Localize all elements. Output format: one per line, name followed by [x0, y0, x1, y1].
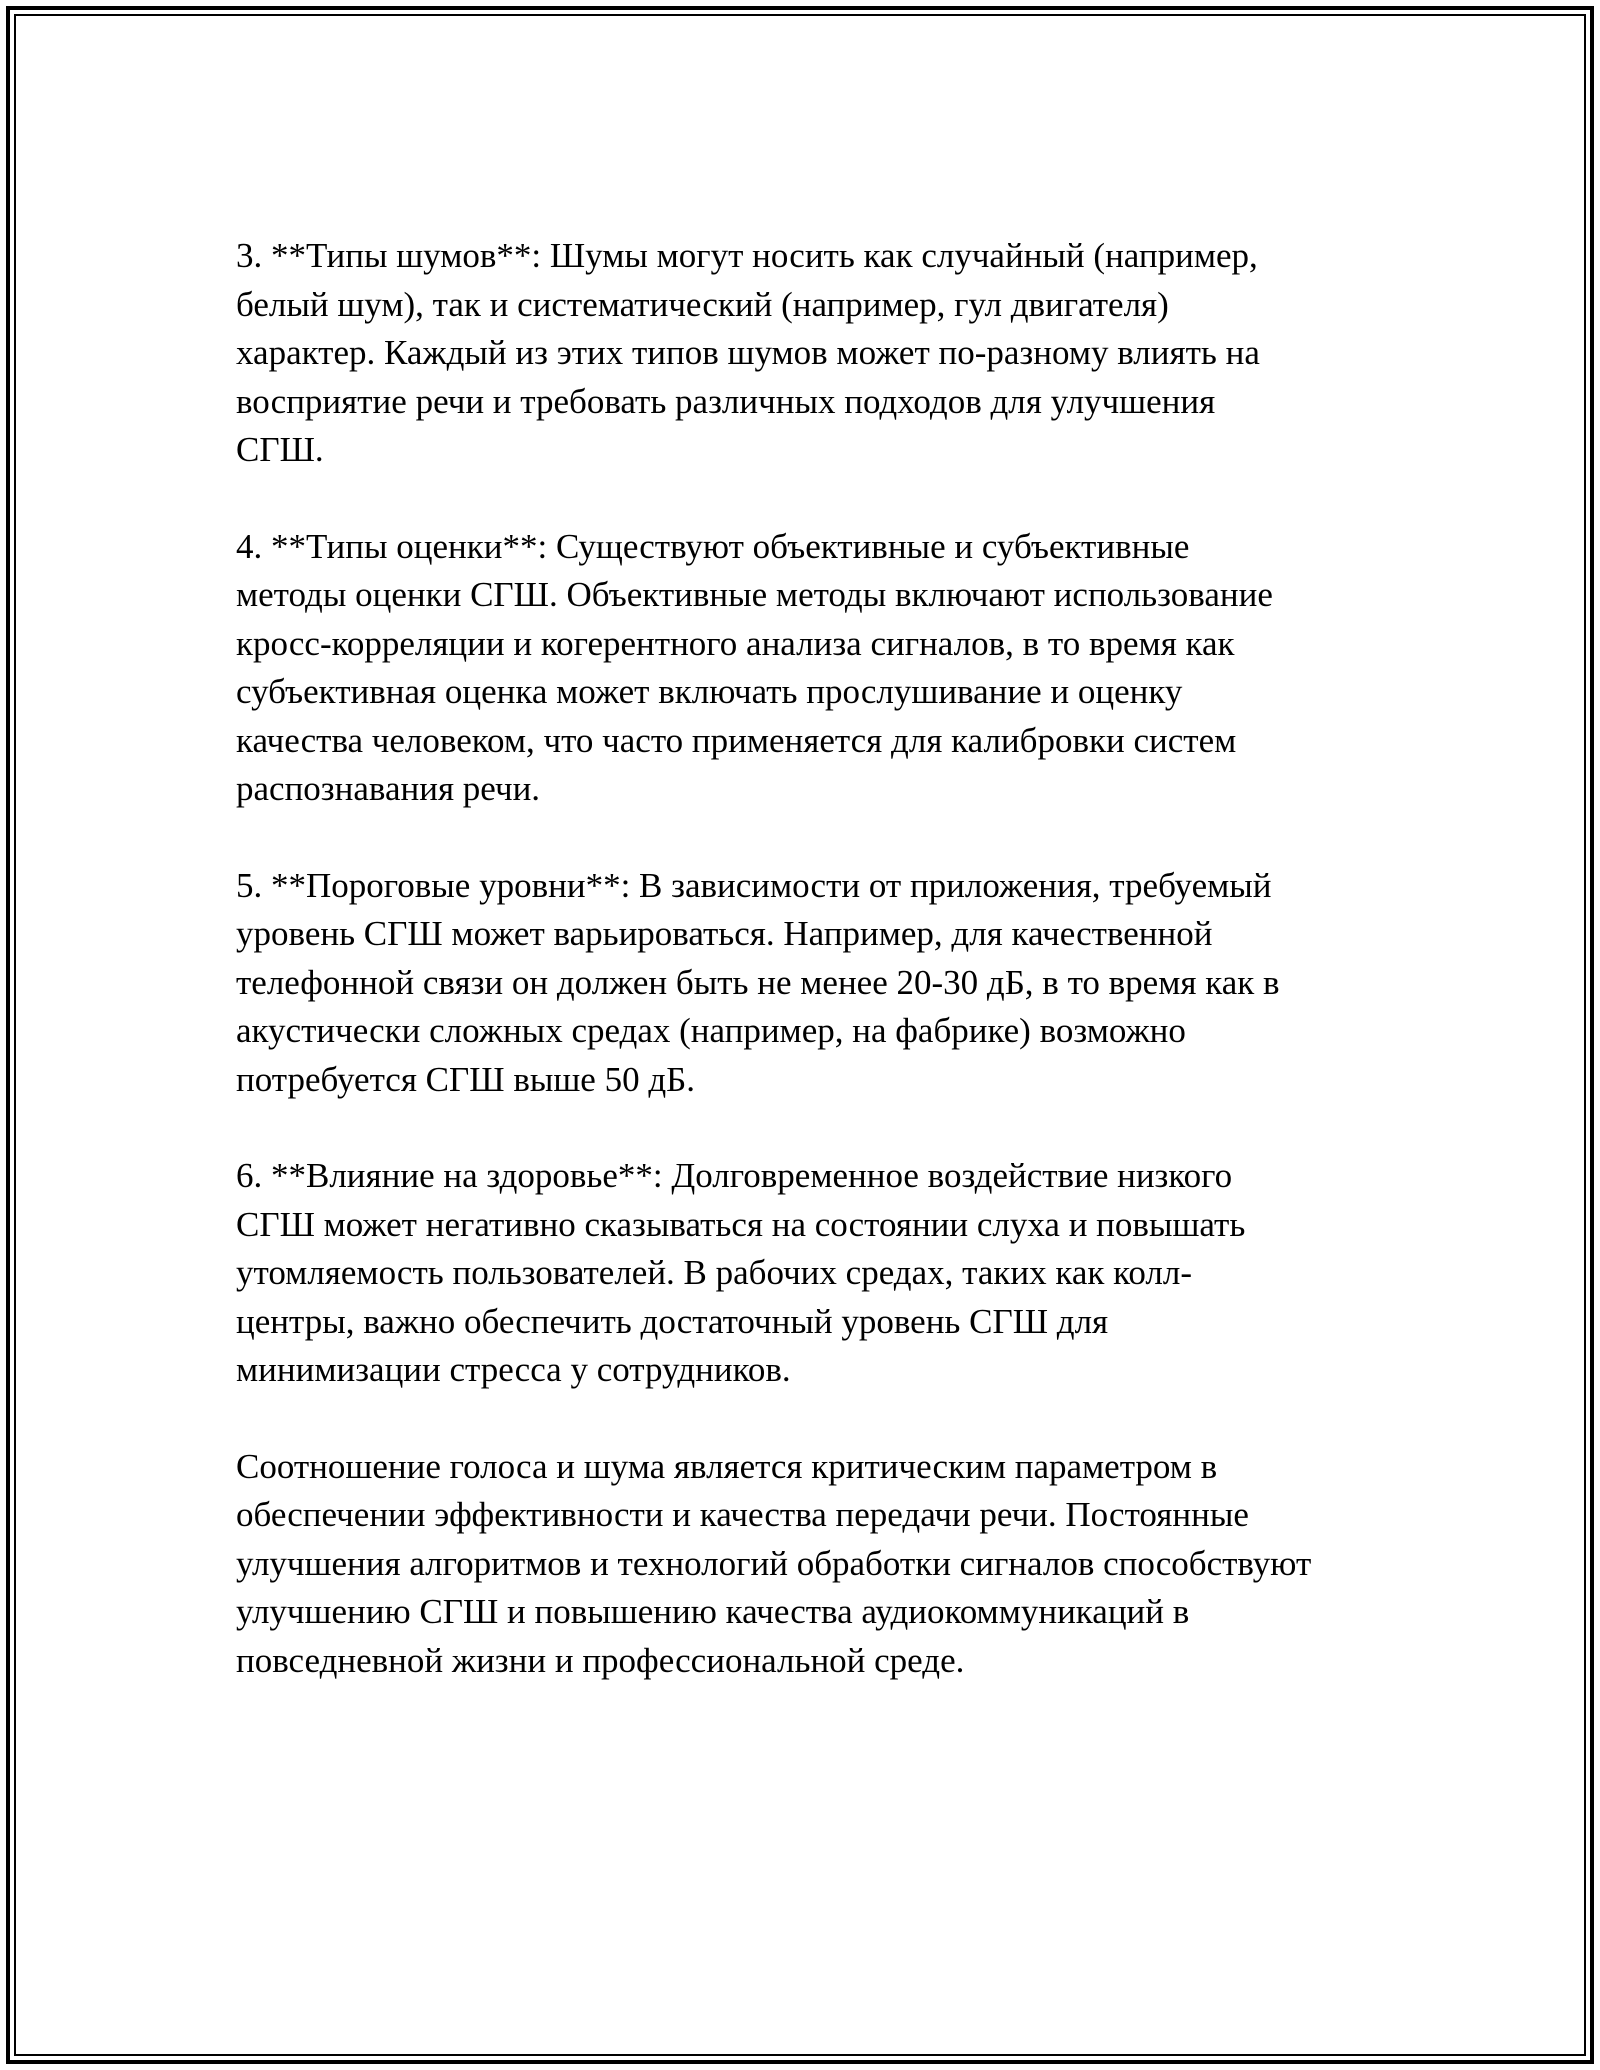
text-line: улучшения алгоритмов и технологий обработки сигналов способствуют — [236, 1543, 1312, 1583]
paragraph-noise-types — [236, 232, 1376, 475]
text-line: кросс-корреляции и когерентного анализа сигналов, в то время как — [236, 623, 1235, 663]
text-line: уровень СГШ может варьироваться. Например, для качественной — [236, 914, 1213, 953]
text-line: белый шум), так и систематический (например, гул двигателя) — [236, 284, 1169, 324]
document-body — [236, 232, 1376, 1733]
text-line: повседневной жизни и профессиональной среде. — [236, 1640, 965, 1680]
text-line: СГШ может негативно сказываться на состоянии слуха и повышать — [236, 1204, 1246, 1244]
text-line: 3. **Типы шумов**: Шумы могут носить как случайный (например, — [236, 236, 1258, 275]
text-line: качества человеком, что часто применяется для калибровки систем — [236, 720, 1237, 760]
text-line: 4. **Типы оценки**: Существуют объективные и субъективные — [236, 526, 1190, 566]
text-line: центры, важно обеспечить достаточный уровень СГШ для — [236, 1301, 1109, 1341]
paragraph-threshold-levels — [236, 862, 1376, 1105]
text-line: СГШ. — [236, 430, 324, 469]
text-line: обеспечении эффективности и качества передачи речи. Постоянные — [236, 1495, 1249, 1534]
text-line: характер. Каждый из этих типов шумов может по-разному влиять на — [236, 333, 1260, 372]
text-line: субъективная оценка может включать прослушивание и оценку — [236, 672, 1183, 711]
text-line: потребуется СГШ выше 50 дБ. — [236, 1059, 695, 1099]
text-line: улучшению СГШ и повышению качества аудиокоммуникаций в — [236, 1592, 1190, 1631]
text-line: 6. **Влияние на здоровье**: Долговременное воздействие низкого — [236, 1156, 1233, 1195]
text-line: Соотношение голоса и шума является критическим параметром в — [236, 1446, 1218, 1486]
paragraph-evaluation-types — [236, 523, 1376, 814]
text-line: восприятие речи и требовать различных подходов для улучшения — [236, 381, 1216, 421]
text-line: методы оценки СГШ. Объективные методы включают использование — [236, 575, 1273, 614]
text-line: 5. **Пороговые уровни**: В зависимости от приложения, требуемый — [236, 865, 1272, 905]
text-line: телефонной связи он должен быть не менее 20-30 дБ, в то время как в — [236, 962, 1280, 1002]
paragraph-conclusion — [236, 1443, 1376, 1686]
text-line: распознавания речи. — [236, 769, 541, 808]
text-line: утомляемость пользователей. В рабочих средах, таких как колл- — [236, 1253, 1192, 1292]
paragraph-health-impact — [236, 1152, 1376, 1395]
text-line: акустически сложных средах (например, на фабрике) возможно — [236, 1011, 1186, 1050]
text-line: минимизации стресса у сотрудников. — [236, 1350, 791, 1389]
